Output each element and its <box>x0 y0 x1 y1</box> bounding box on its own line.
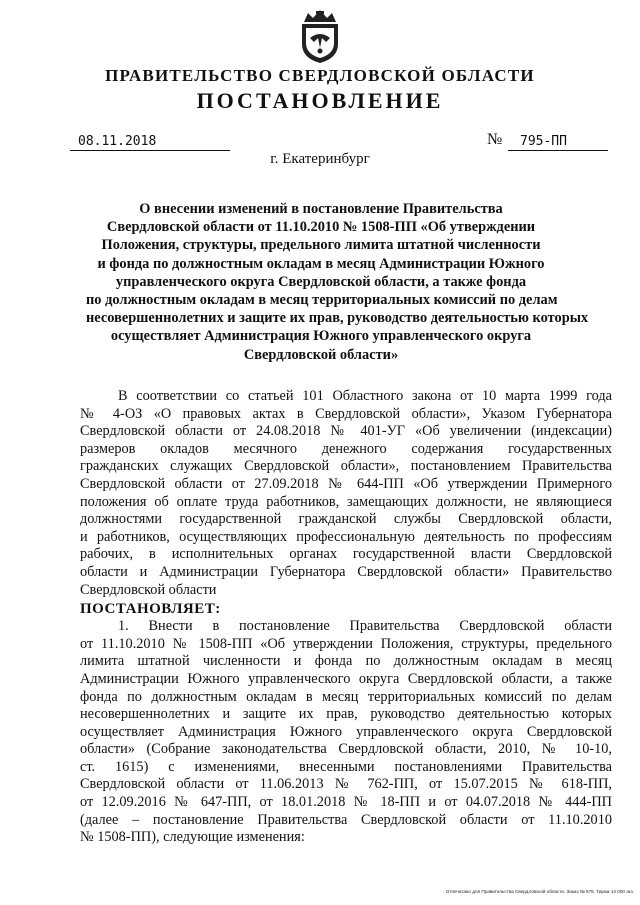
text-line: Свердловской области от 27.09.2018 № 644-ПП «Об утверждении Примерного <box>80 475 612 492</box>
item-1-paragraph <box>80 618 612 847</box>
text-line: должностями государственной гражданской службы Свердловской области, <box>80 511 612 528</box>
text-line: от 12.09.2016 № 647-ПП, от 18.01.2018 № 18-ПП и от 04.07.2018 № 444-ПП <box>80 794 612 811</box>
title-line: несовершеннолетних и защите их прав, руководство деятельностью которых <box>86 310 589 327</box>
text-line: № 1508-ПП), следующие изменения: <box>80 829 305 846</box>
resolves-heading: ПОСТАНОВЛЯЕТ: <box>80 601 221 618</box>
title-line: Положения, структуры, предельного лимита штатной численности <box>101 237 541 254</box>
text-line: фонда по должностным окладам в месяц территориальных комиссий по делам <box>80 688 612 705</box>
text-line: гражданских служащих Свердловской области», постановлением Правительства <box>80 458 612 475</box>
text-line: области и Администрации Губернатора Свердловской области» Правительство <box>80 563 612 580</box>
title-line: управленческого округа Свердловской области, а также фонда <box>115 273 527 290</box>
title-line: осуществляет Администрация Южного управленческого округа <box>110 328 532 345</box>
text-line: Администрации Южного управленческого округа Свердловской области, а также <box>80 670 612 687</box>
text-line: положения об оплате труда работников, замещающих должности, не являющиеся <box>80 493 612 510</box>
title-line: и фонда по должностным окладам в месяц Администрации Южного <box>97 255 545 272</box>
preamble-paragraph <box>80 388 612 599</box>
city-name: г. Екатеринбург <box>270 151 370 167</box>
title-line: по должностным окладам в месяц территориальных комиссий по делам <box>86 292 558 309</box>
document-title <box>86 200 589 364</box>
title-line: Свердловской области» <box>243 346 399 363</box>
document-date: 08.11.2018 <box>78 134 157 149</box>
text-line: от 11.10.2010 № 1508-ПП «Об утверждении Положения, структуры, предельного <box>80 635 612 652</box>
text-line: лимита штатной численности и фонда по должностным окладам в месяц <box>80 653 612 670</box>
title-line: О внесении изменений в постановление Правительства <box>139 201 503 217</box>
text-line: 1. Внести в постановление Правительства Свердловской области <box>118 618 612 635</box>
text-line: Свердловской области от 11.06.2013 № 762-ПП, от 15.07.2015 № 618-ПП, <box>80 776 612 793</box>
text-line: области» (Собрание законодательства Свердловской области, 2010, № 10-10, <box>80 741 612 758</box>
text-line: рабочих, в исполнительных органах государственной власти Свердловской <box>80 546 612 563</box>
coat-of-arms-icon <box>296 8 344 64</box>
text-line: осуществляет Администрация Южного управленческого округа Свердловской <box>80 723 612 740</box>
text-line: размеров окладов месячного денежного содержания государственных <box>80 440 612 457</box>
text-line: (далее – постановление Правительства Свердловской области от 11.10.2010 <box>80 811 612 828</box>
organization-name: ПРАВИТЕЛЬСТВО СВЕРДЛОВСКОЙ ОБЛАСТИ <box>105 66 535 85</box>
text-line: Свердловской области от 24.08.2018 № 401-УГ «Об увеличении (индексации) <box>80 423 612 440</box>
document-number: 795-ПП <box>520 134 567 149</box>
text-line: ст. 1615) с изменениями, внесенными постановлениями Правительства <box>80 758 612 775</box>
number-sign: № <box>487 131 503 148</box>
document-body <box>80 388 612 847</box>
text-line: несовершеннолетних и защите их прав, руководство деятельностью которых <box>80 706 612 723</box>
print-footnote: Отпечатано для Правительства Свердловской области. Заказ № 578. Тираж 14 000 экз. <box>445 889 634 894</box>
document-type: ПОСТАНОВЛЕНИЕ <box>196 88 444 113</box>
text-line: и работников, осуществляющих профессиональную деятельность по профессиям <box>80 528 612 545</box>
title-line: Свердловской области от 11.10.2010 № 1508-ПП «Об утверждении <box>106 219 536 236</box>
text-line: Свердловской области <box>80 581 217 598</box>
text-line: № 4-ОЗ «О правовых актах в Свердловской области», Указом Губернатора <box>80 405 612 422</box>
text-line: В соответствии со статьей 101 Областного закона от 10 марта 1999 года <box>118 388 612 404</box>
